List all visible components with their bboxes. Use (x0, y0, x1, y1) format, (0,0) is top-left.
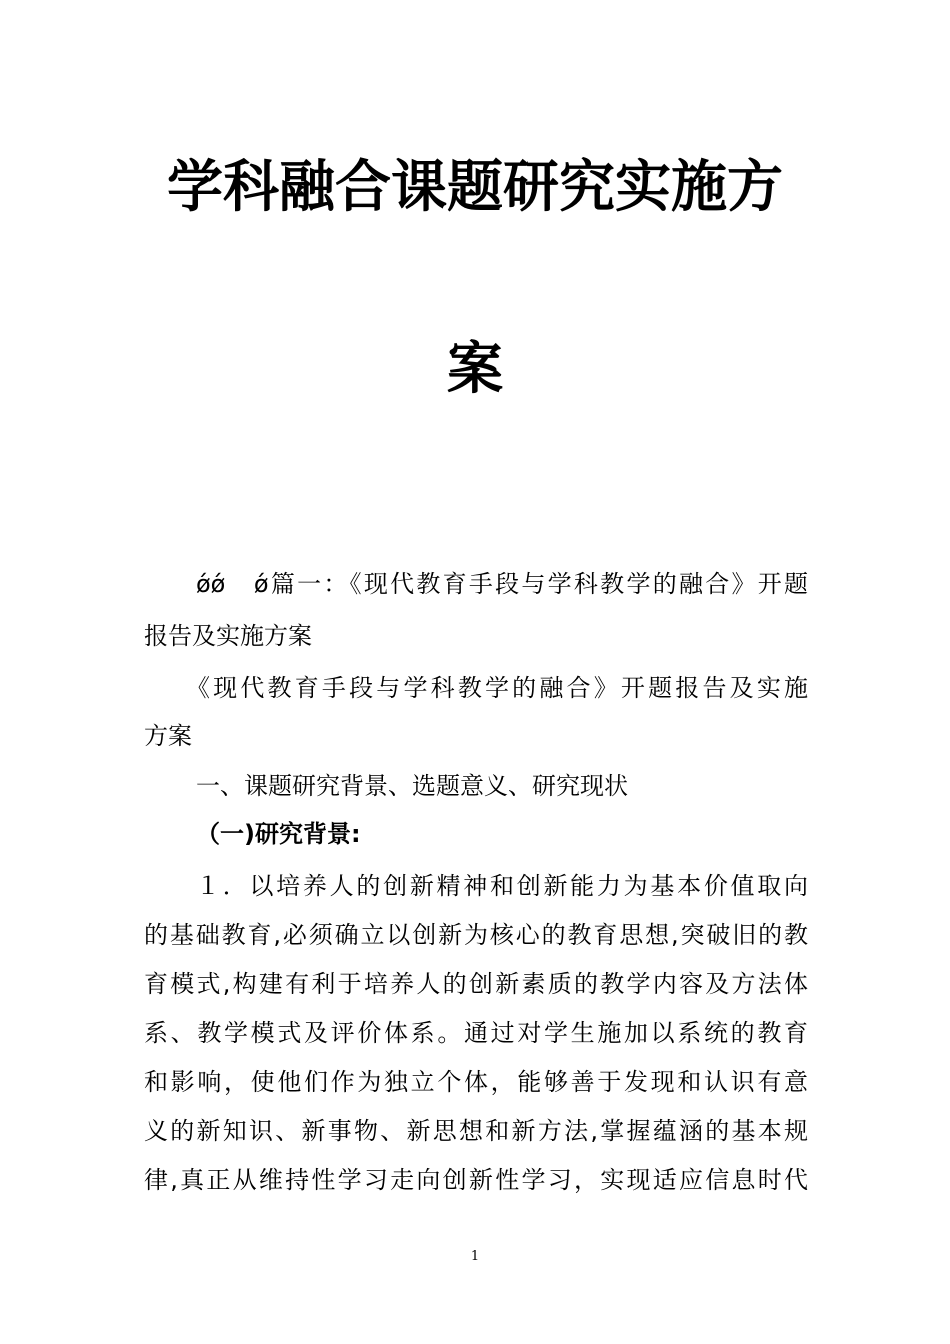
paragraph-line: 义的新知识、新事物、新思想和新方法,掌握蕴涵的基本规 (144, 1117, 808, 1145)
page-number: 1 (470, 1249, 480, 1264)
paragraph-line: 育模式,构建有利于培养人的创新素质的教学内容及方法体 (144, 970, 808, 998)
paragraph-line: 《现代教育手段与学科教学的融合》开题报告及实施 (186, 674, 808, 702)
paragraph-line: 方案 (144, 722, 192, 750)
document-title-line-2: 案 (447, 337, 503, 402)
paragraph-line: 报告及实施方案 (144, 622, 312, 650)
paragraph-line: 的基础教育,必须确立以创新为核心的教育思想,突破旧的教 (144, 921, 808, 949)
paragraph-line: 和影响，使他们作为独立个体，能够善于发现和认识有意 (144, 1068, 808, 1096)
subsection-heading: （一)研究背景: (196, 820, 361, 848)
document-title-line-1: 学科融合课题研究实施方 (167, 155, 783, 220)
paragraph-line: ǿǿ ǿ篇一：《现代教育手段与学科教学的融合》开题 (196, 570, 808, 598)
paragraph-line: 系、教学模式及评价体系。通过对学生施加以系统的教育 (144, 1019, 808, 1047)
paragraph-line: 律,真正从维持性学习走向创新性学习，实现适应信息时代 (144, 1166, 808, 1194)
paragraph-line: １．以培养人的创新精神和创新能力为基本价值取向 (196, 872, 808, 900)
section-heading: 一、课题研究背景、选题意义、研究现状 (196, 772, 628, 800)
